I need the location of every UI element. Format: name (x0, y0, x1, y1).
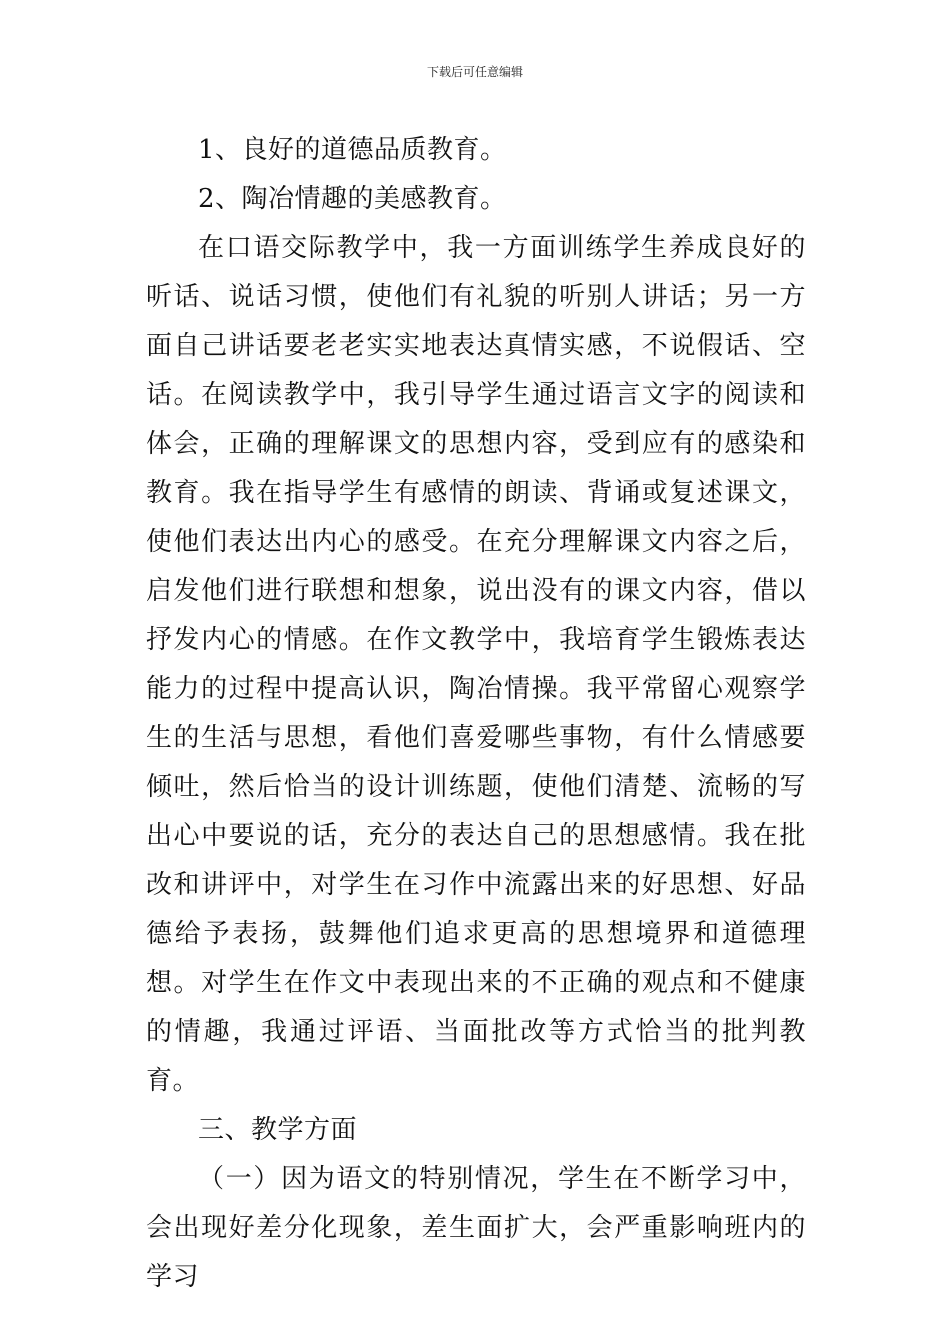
paragraph-item-2: 2、陶冶情趣的美感教育。 (198, 184, 507, 214)
paragraph-subsection: （一）因为语文的特别情况，学生在不断学习中，会出现好差分化现象，差生面扩大，会严重影响班内的学习 (146, 1164, 806, 1292)
paragraph-body: 在口语交际教学中，我一方面训练学生养成良好的听话、说话习惯，使他们有礼貌的听别人讲话；另一方面自己讲话要老老实实地表达真情实感，不说假话、空话。在阅读教学中，我引导学生通过语言文字的阅读和体会，正确的理解课文的思想内容，受到应有的感染和教育。我在指导学生有感情的朗读、背诵或复述课文，使他们表达出内心的感受。在充分理解课文内容之后，启发他们进行联想和想象，说出没有的课文内容，借以抒发内心的情感。在作文教学中，我培育学生锻炼表达能力的过程中提高认识，陶冶情操。我平常留心观察学生的生活与思想，看他们喜爱哪些事物，有什么情感要倾吐，然后恰当的设计训练题，使他们清楚、流畅的写出心中要说的话，充分的表达自己的思想感情。我在批改和讲评中，对学生在习作中流露出来的好思想、好品德给予表扬，鼓舞他们追求更高的思想境界和道德理想。对学生在作文中表现出来的不正确的观点和不健康的情趣，我通过评语、当面批改等方式恰当的批判教育。 (146, 233, 806, 1096)
section-heading: 三、教学方面 (198, 1115, 358, 1145)
paragraph-item-1: 1、良好的道德品质教育。 (198, 135, 507, 165)
page-header: 下载后可任意编辑 (426, 65, 523, 79)
document-body (146, 126, 806, 1302)
